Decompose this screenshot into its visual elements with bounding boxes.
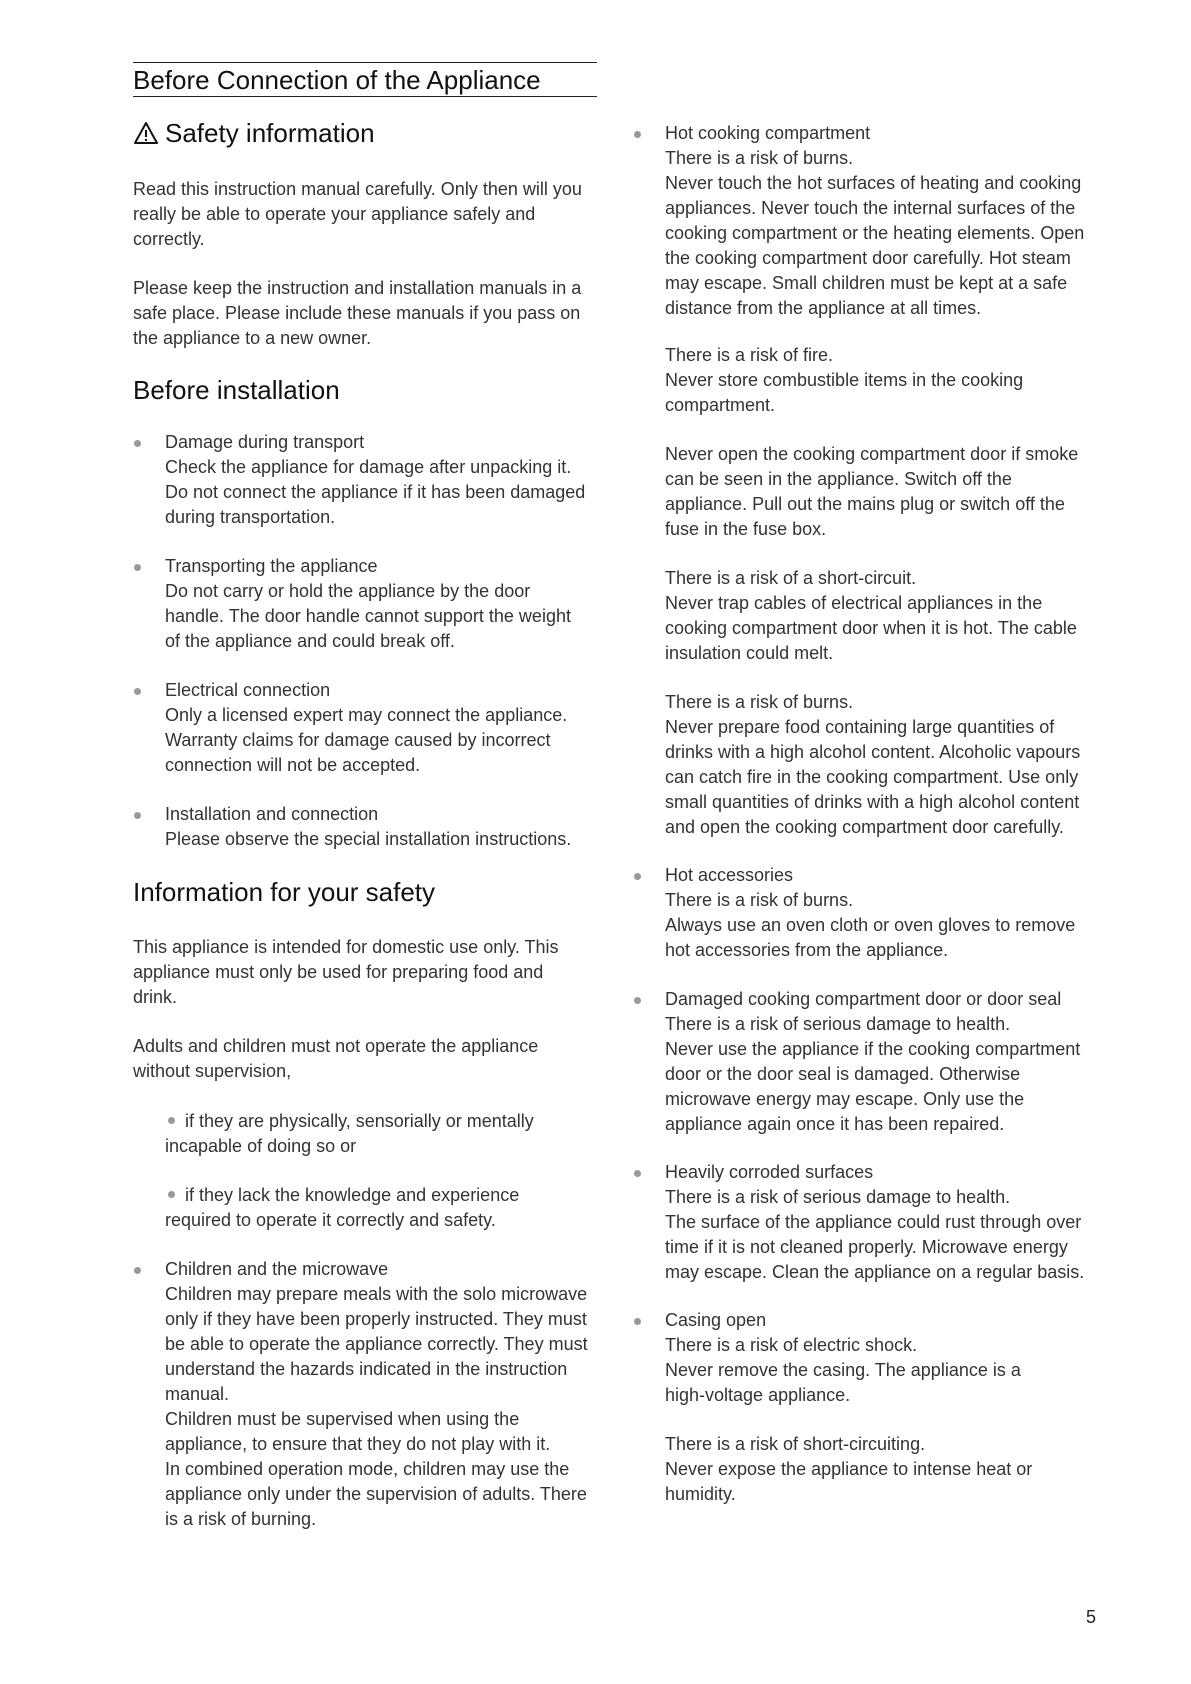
text-line: if they are physically, sensorially or mentally bbox=[185, 1111, 534, 1131]
text-line: There is a risk of burns. bbox=[665, 692, 854, 712]
text-line: Do not connect the appliance if it has been damaged bbox=[165, 482, 586, 502]
item-title: Children and the microwave bbox=[165, 1259, 389, 1279]
text-line: Check the appliance for damage after unpacking it. bbox=[165, 457, 572, 477]
text-line: compartment. bbox=[665, 395, 776, 415]
sub-list-item bbox=[133, 1109, 605, 1159]
text-line: small quantities of drinks with a high alcohol content bbox=[665, 792, 1080, 812]
sub-list-item bbox=[133, 1183, 605, 1233]
safety-paragraph-1 bbox=[133, 177, 582, 252]
text-line: Never touch the hot surfaces of heating and cooking bbox=[665, 173, 1082, 193]
short-circuit-paragraph bbox=[665, 566, 1077, 666]
item-title: Hot cooking compartment bbox=[665, 123, 871, 143]
before-installation-heading: Before installation bbox=[133, 375, 340, 405]
text-line: and open the cooking compartment door carefully. bbox=[665, 817, 1064, 837]
text-line: appliance, to ensure that they do not play with it. bbox=[165, 1434, 551, 1454]
text-line: There is a risk of short-circuiting. bbox=[665, 1434, 926, 1454]
burns-paragraph bbox=[665, 690, 1080, 840]
section-title: Before Connection of the Appliance bbox=[133, 62, 597, 97]
list-item bbox=[633, 121, 1110, 321]
text-line: really be able to operate your appliance safely and bbox=[133, 204, 536, 224]
list-item bbox=[133, 1257, 605, 1532]
text-line: required to operate it correctly and safety. bbox=[165, 1210, 496, 1230]
text-line: the appliance to a new owner. bbox=[133, 328, 372, 348]
short-circuiting-paragraph bbox=[665, 1432, 1032, 1507]
item-title: Transporting the appliance bbox=[165, 556, 378, 576]
text-line: There is a risk of a short-circuit. bbox=[665, 568, 917, 588]
item-title: Damaged cooking compartment door or door seal bbox=[665, 989, 1062, 1009]
text-line: high-voltage appliance. bbox=[665, 1385, 851, 1405]
text-line: insulation could melt. bbox=[665, 643, 834, 663]
text-line: may escape. Small children must be kept at a safe bbox=[665, 273, 1068, 293]
text-line: Warranty claims for damage caused by incorrect bbox=[165, 730, 551, 750]
text-line: time if it is not cleaned properly. Microwave energy bbox=[665, 1237, 1068, 1257]
text-line: handle. The door handle cannot support the weight bbox=[165, 606, 571, 626]
bullet-icon bbox=[134, 688, 141, 695]
bullet-icon bbox=[134, 440, 141, 447]
text-line: of the appliance and could break off. bbox=[165, 631, 455, 651]
warning-icon bbox=[133, 121, 159, 145]
bullet-icon bbox=[634, 1318, 641, 1325]
info-safety-heading: Information for your safety bbox=[133, 877, 436, 907]
text-line: microwave energy may escape. Only use the bbox=[665, 1089, 1025, 1109]
text-line: incapable of doing so or bbox=[165, 1136, 357, 1156]
list-item bbox=[633, 1160, 1110, 1285]
info-paragraph-2 bbox=[133, 1034, 538, 1084]
text-line: fuse in the fuse box. bbox=[665, 519, 827, 539]
text-line: safe place. Please include these manuals if you pass on bbox=[133, 303, 581, 323]
text-line: There is a risk of burns. bbox=[665, 148, 854, 168]
text-line: There is a risk of fire. bbox=[665, 345, 834, 365]
text-line: Never open the cooking compartment door if smoke bbox=[665, 444, 1079, 464]
item-title: Damage during transport bbox=[165, 432, 365, 452]
text-line: appliance only under the supervision of adults. There bbox=[165, 1484, 587, 1504]
text-line: may escape. Clean the appliance on a regular basis. bbox=[665, 1262, 1085, 1282]
item-title: Heavily corroded surfaces bbox=[665, 1162, 874, 1182]
list-item bbox=[633, 1308, 1110, 1408]
text-line: if they lack the knowledge and experience bbox=[185, 1185, 520, 1205]
text-line: understand the hazards indicated in the instruction bbox=[165, 1359, 568, 1379]
text-line: during transportation. bbox=[165, 507, 336, 527]
item-title: Hot accessories bbox=[665, 865, 794, 885]
text-line: drinks with a high alcohol content. Alcoholic vapours bbox=[665, 742, 1081, 762]
text-line: Always use an oven cloth or oven gloves to remove bbox=[665, 915, 1076, 935]
text-line: This appliance is intended for domestic use only. This bbox=[133, 937, 559, 957]
safety-paragraph-2 bbox=[133, 276, 581, 351]
bullet-icon bbox=[134, 1267, 141, 1274]
text-line: hot accessories from the appliance. bbox=[665, 940, 949, 960]
text-line: Read this instruction manual carefully. Only then will you bbox=[133, 179, 582, 199]
bullet-icon bbox=[134, 564, 141, 571]
text-line: can be seen in the appliance. Switch off the bbox=[665, 469, 1012, 489]
text-line: In combined operation mode, children may use the bbox=[165, 1459, 570, 1479]
list-item bbox=[633, 863, 1110, 963]
text-line: door or the door seal is damaged. Otherwise bbox=[665, 1064, 1021, 1084]
info-paragraph-1 bbox=[133, 935, 559, 1010]
text-line: Adults and children must not operate the appliance bbox=[133, 1036, 539, 1056]
bullet-icon bbox=[168, 1191, 175, 1198]
text-line: cooking compartment or the heating elements. Open bbox=[665, 223, 1085, 243]
text-line: Never remove the casing. The appliance is a bbox=[665, 1360, 1021, 1380]
text-line: without supervision, bbox=[133, 1061, 292, 1081]
text-line: Only a licensed expert may connect the appliance. bbox=[165, 705, 568, 725]
list-item bbox=[133, 430, 605, 530]
text-line: connection will not be accepted. bbox=[165, 755, 421, 775]
bullet-icon bbox=[634, 131, 641, 138]
text-line: appliances. Never touch the internal surfaces of the bbox=[665, 198, 1076, 218]
text-line: Children may prepare meals with the solo microwave bbox=[165, 1284, 588, 1304]
text-line: appliance again once it has been repaired. bbox=[665, 1114, 1005, 1134]
text-line: the cooking compartment door carefully. Hot steam bbox=[665, 248, 1071, 268]
text-line: cooking compartment door when it is hot. The cable bbox=[665, 618, 1077, 638]
text-line: There is a risk of electric shock. bbox=[665, 1335, 918, 1355]
text-line: Please observe the special installation instructions. bbox=[165, 829, 572, 849]
list-item bbox=[133, 554, 605, 654]
text-line: Never expose the appliance to intense heat or bbox=[665, 1459, 1033, 1479]
fire-paragraph bbox=[665, 343, 1023, 418]
text-line: Please keep the instruction and installation manuals in a bbox=[133, 278, 582, 298]
text-line: There is a risk of serious damage to health. bbox=[665, 1014, 1011, 1034]
text-line: humidity. bbox=[665, 1484, 736, 1504]
text-line: There is a risk of serious damage to health. bbox=[665, 1187, 1011, 1207]
bullet-icon bbox=[168, 1117, 175, 1124]
text-line: correctly. bbox=[133, 229, 205, 249]
list-item bbox=[133, 802, 605, 852]
safety-heading-text: Safety information bbox=[165, 118, 375, 148]
text-line: Never trap cables of electrical appliances in the bbox=[665, 593, 1043, 613]
text-line: be able to operate the appliance correctly. They must bbox=[165, 1334, 588, 1354]
bullet-icon bbox=[634, 873, 641, 880]
text-line: appliance must only be used for preparing food and bbox=[133, 962, 544, 982]
item-title: Casing open bbox=[665, 1310, 767, 1330]
text-line: There is a risk of burns. bbox=[665, 890, 854, 910]
page-number: 5 bbox=[1086, 1607, 1097, 1627]
text-line: Never store combustible items in the cooking bbox=[665, 370, 1024, 390]
list-item bbox=[133, 678, 605, 778]
text-line: Children must be supervised when using the bbox=[165, 1409, 520, 1429]
smoke-paragraph bbox=[665, 442, 1078, 542]
item-title: Installation and connection bbox=[165, 804, 379, 824]
text-line: drink. bbox=[133, 987, 178, 1007]
text-line: is a risk of burning. bbox=[165, 1509, 317, 1529]
text-line: manual. bbox=[165, 1384, 230, 1404]
text-line: Never use the appliance if the cooking compartment bbox=[665, 1039, 1081, 1059]
item-title: Electrical connection bbox=[165, 680, 331, 700]
text-line: Do not carry or hold the appliance by the door bbox=[165, 581, 531, 601]
text-line: distance from the appliance at all times. bbox=[665, 298, 982, 318]
bullet-icon bbox=[634, 997, 641, 1004]
safety-heading bbox=[133, 117, 593, 149]
text-line: The surface of the appliance could rust through over bbox=[665, 1212, 1082, 1232]
bullet-icon bbox=[634, 1170, 641, 1177]
text-line: appliance. Pull out the mains plug or switch off the bbox=[665, 494, 1065, 514]
bullet-icon bbox=[134, 812, 141, 819]
list-item bbox=[633, 987, 1110, 1137]
text-line: only if they have been properly instructed. They must bbox=[165, 1309, 587, 1329]
text-line: Never prepare food containing large quantities of bbox=[665, 717, 1055, 737]
text-line: can catch fire in the cooking compartment. Use only bbox=[665, 767, 1079, 787]
